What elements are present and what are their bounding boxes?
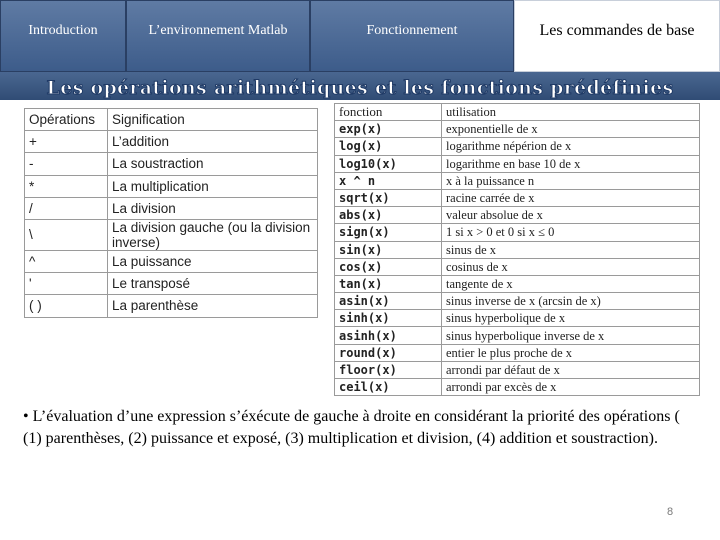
operations-table <box>24 108 318 318</box>
function-name-cell: ceil(x) <box>335 379 442 396</box>
table-row <box>25 175 318 197</box>
table-row <box>335 258 700 275</box>
table-row <box>335 241 700 258</box>
table-row <box>335 155 700 172</box>
function-name-cell: x ^ n <box>335 172 442 189</box>
table-row <box>25 153 318 175</box>
function-usage-cell: 1 si x > 0 et 0 si x ≤ 0 <box>442 224 700 241</box>
table-row <box>25 295 318 317</box>
table-row <box>25 250 318 272</box>
tab-introduction[interactable]: Introduction <box>0 0 126 72</box>
function-usage-cell: racine carrée de x <box>442 189 700 206</box>
navigation-bar <box>0 0 720 72</box>
meaning-cell: L’addition <box>108 131 318 153</box>
function-name-cell: asin(x) <box>335 293 442 310</box>
functions-table <box>334 103 700 396</box>
table-row <box>335 379 700 396</box>
tab-fonctionnement[interactable]: Fonctionnement <box>310 0 514 72</box>
table-row <box>335 138 700 155</box>
table-row <box>25 273 318 295</box>
function-name-cell: tan(x) <box>335 275 442 292</box>
function-name-cell: sign(x) <box>335 224 442 241</box>
function-usage-cell: sinus hyperbolique de x <box>442 310 700 327</box>
function-usage-cell: sinus de x <box>442 241 700 258</box>
page-number: 8 <box>667 506 674 518</box>
function-name-cell: cos(x) <box>335 258 442 275</box>
function-name-cell: round(x) <box>335 344 442 361</box>
function-usage-cell: sinus inverse de x (arcsin de x) <box>442 293 700 310</box>
function-usage-cell: x à la puissance n <box>442 172 700 189</box>
table-row <box>335 275 700 292</box>
operator-cell: / <box>25 197 108 219</box>
function-usage-cell: utilisation <box>442 104 700 121</box>
table-row <box>335 293 700 310</box>
priority-note: • L’évaluation d’une expression s’éxécute de gauche à droite en considérant la priorité des opérations ( (1) parenthèses, (2) puissance et exposé, (3) multiplication et division, (4) addition et soustraction). <box>23 408 680 447</box>
function-name-cell: floor(x) <box>335 361 442 378</box>
table-row <box>335 172 700 189</box>
function-name-cell: sqrt(x) <box>335 189 442 206</box>
function-name-cell: log10(x) <box>335 155 442 172</box>
page-title: Les opérations arithmétiques et les fonctions prédéfinies <box>46 77 674 99</box>
function-usage-cell: cosinus de x <box>442 258 700 275</box>
table-row <box>25 219 318 250</box>
operator-cell: * <box>25 175 108 197</box>
meaning-cell: La division gauche (ou la division inverse) <box>108 219 318 250</box>
function-name-cell: fonction <box>335 104 442 121</box>
tab-commandes-de-base[interactable]: Les commandes de base <box>514 0 720 72</box>
function-name-cell: sinh(x) <box>335 310 442 327</box>
function-usage-cell: sinus hyperbolique inverse de x <box>442 327 700 344</box>
meaning-cell: Signification <box>108 109 318 131</box>
table-header-row <box>25 109 318 131</box>
table-row <box>335 121 700 138</box>
function-name-cell: abs(x) <box>335 207 442 224</box>
function-name-cell: asinh(x) <box>335 327 442 344</box>
tab-environnement-matlab[interactable]: L’environnement Matlab <box>126 0 310 72</box>
table-row <box>25 197 318 219</box>
meaning-cell: La division <box>108 197 318 219</box>
function-usage-cell: logarithme népérion de x <box>442 138 700 155</box>
operator-cell: ' <box>25 273 108 295</box>
table-row <box>335 189 700 206</box>
table-header-row <box>335 104 700 121</box>
function-usage-cell: tangente de x <box>442 275 700 292</box>
function-usage-cell: logarithme en base 10 de x <box>442 155 700 172</box>
table-row <box>335 327 700 344</box>
meaning-cell: La multiplication <box>108 175 318 197</box>
function-name-cell: sin(x) <box>335 241 442 258</box>
function-usage-cell: arrondi par excès de x <box>442 379 700 396</box>
operator-cell: ( ) <box>25 295 108 317</box>
meaning-cell: Le transposé <box>108 273 318 295</box>
function-name-cell: log(x) <box>335 138 442 155</box>
table-row <box>335 207 700 224</box>
meaning-cell: La soustraction <box>108 153 318 175</box>
operator-cell: ^ <box>25 250 108 272</box>
table-row <box>335 361 700 378</box>
operator-cell: Opérations <box>25 109 108 131</box>
operator-cell: - <box>25 153 108 175</box>
function-usage-cell: valeur absolue de x <box>442 207 700 224</box>
function-usage-cell: entier le plus proche de x <box>442 344 700 361</box>
meaning-cell: La puissance <box>108 250 318 272</box>
table-row <box>335 224 700 241</box>
operator-cell: + <box>25 131 108 153</box>
table-row <box>335 344 700 361</box>
table-row <box>335 310 700 327</box>
function-usage-cell: arrondi par défaut de x <box>442 361 700 378</box>
table-row <box>25 131 318 153</box>
function-usage-cell: exponentielle de x <box>442 121 700 138</box>
operator-cell: \ <box>25 219 108 250</box>
function-name-cell: exp(x) <box>335 121 442 138</box>
meaning-cell: La parenthèse <box>108 295 318 317</box>
